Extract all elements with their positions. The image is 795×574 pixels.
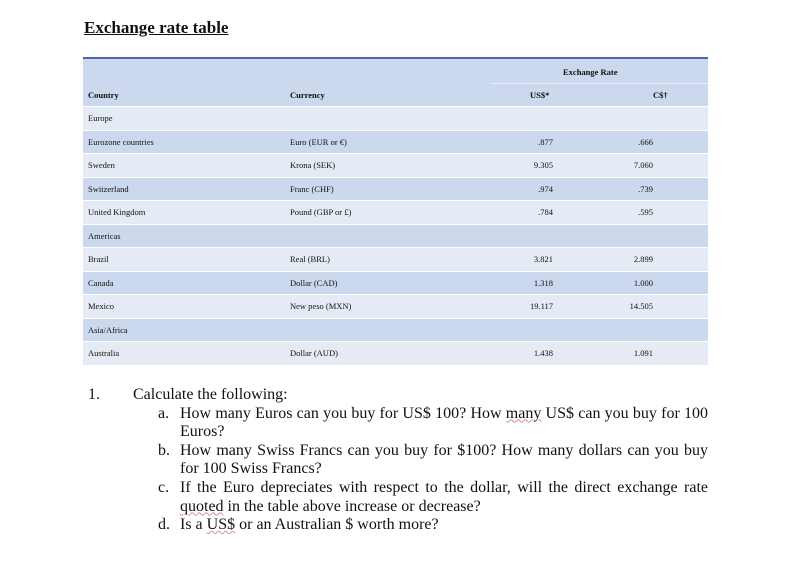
question-list (88, 405, 708, 535)
region-row (83, 225, 708, 249)
table-row (83, 154, 708, 178)
table-row (83, 295, 708, 319)
cell-cad: .595 (638, 207, 653, 217)
cell-country: Switzerland (88, 183, 129, 194)
spellcheck-flagged-word: quoted (180, 497, 224, 515)
question-number: 1. (88, 386, 100, 403)
cell-currency: Franc (CHF) (290, 183, 334, 194)
header-currency: Currency (290, 90, 325, 100)
table-row (83, 248, 708, 272)
table-row (83, 201, 708, 225)
cell-currency: Krona (SEK) (290, 160, 336, 170)
region-row (83, 107, 708, 131)
cell-cad: 2.899 (633, 254, 653, 264)
cell-usd: 3.821 (533, 254, 553, 264)
question-letter: a. (158, 404, 170, 422)
table-row (83, 131, 708, 155)
question-text: If the Euro depreciates with respect to the dollar, will the direct exchange rate (180, 478, 708, 496)
exchange-rate-table (83, 57, 708, 366)
question-text: Is a (180, 516, 207, 534)
cell-country: Canada (88, 277, 114, 288)
cell-country: Mexico (88, 301, 114, 311)
cell-cad: 7.060 (633, 160, 653, 170)
cell-currency: Dollar (CAD) (290, 277, 338, 288)
question-text: How many Swiss Francs can you buy for $100? How many dollars can you buy for 100 Swiss Francs? (180, 441, 708, 478)
cell-cad: 1.000 (633, 277, 653, 288)
question-item (88, 516, 708, 535)
cell-cad: 14.505 (629, 301, 653, 311)
cell-usd: 1.438 (533, 348, 553, 358)
header-country: Country (88, 90, 119, 100)
cell-cad: .739 (638, 183, 653, 194)
question-letter: c. (158, 478, 170, 496)
question-letter: b. (158, 441, 170, 459)
cell-cad: 1.091 (633, 348, 653, 358)
cell-currency: Real (BRL) (290, 254, 330, 264)
cell-usd: .974 (538, 183, 553, 194)
questions (88, 386, 708, 535)
cell-currency: Dollar (AUD) (290, 348, 338, 358)
cell-usd: 9.305 (533, 160, 553, 170)
table-row (83, 178, 708, 202)
cell-cad: .666 (638, 136, 653, 147)
question-text: How many Euros can you buy for US$ 100? How (180, 404, 506, 422)
cell-country: Sweden (88, 160, 115, 170)
cell-country: Asia/Africa (88, 324, 128, 335)
question-item (88, 405, 708, 442)
table-row (83, 342, 708, 366)
cell-currency: New peso (MXN) (290, 301, 352, 311)
page-title: Exchange rate table (84, 18, 229, 37)
question-lead: Calculate the following: (133, 386, 288, 403)
cell-country: Americas (88, 230, 121, 241)
spellcheck-flagged-word: many (505, 404, 542, 422)
question-item (88, 442, 708, 479)
cell-currency: Pound (GBP or £) (290, 207, 352, 217)
cell-country: Europe (88, 113, 113, 123)
header-divider (491, 83, 708, 84)
cell-country: Eurozone countries (88, 136, 154, 147)
question-item (88, 479, 708, 516)
question-text: in the table above increase or decrease? (223, 497, 481, 515)
cell-currency: Euro (EUR or €) (290, 136, 347, 147)
cell-usd: .784 (538, 207, 553, 217)
cell-usd: .877 (538, 136, 553, 147)
spellcheck-flagged-word: US$ (206, 516, 236, 534)
header-exchange-rate: Exchange Rate (563, 67, 618, 77)
question-text: US$ can you buy for 100 Euros? (180, 404, 708, 441)
cell-usd: 19.117 (529, 301, 553, 311)
question-text: or an Australian $ worth more? (235, 516, 439, 534)
region-row (83, 319, 708, 343)
cell-country: Brazil (88, 254, 109, 264)
cell-country: United Kingdom (88, 207, 146, 217)
header-usd: US$* (530, 90, 550, 100)
question-letter: d. (158, 516, 170, 534)
cell-country: Australia (88, 348, 120, 358)
table-row (83, 272, 708, 296)
header-cad: C$† (653, 90, 668, 100)
table-header (83, 59, 708, 107)
cell-usd: 1.318 (533, 277, 553, 288)
